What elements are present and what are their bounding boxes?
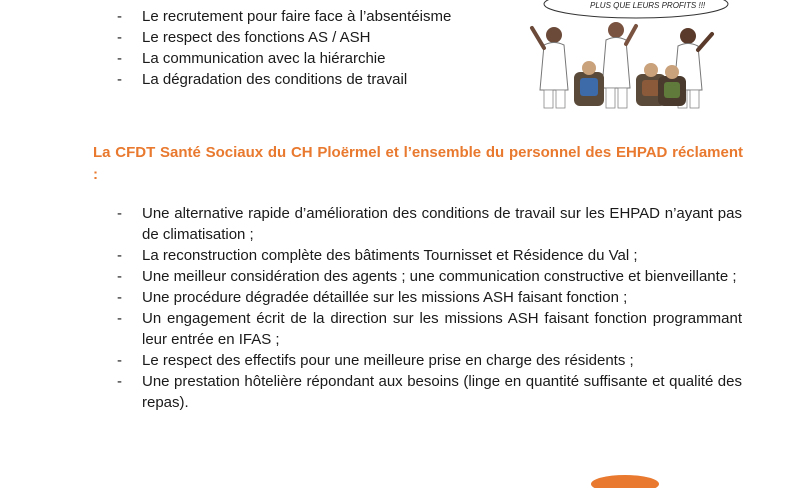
list-item xyxy=(117,203,742,245)
list-item xyxy=(117,69,502,90)
list-item xyxy=(117,245,742,266)
nurse-figure-center xyxy=(602,22,636,108)
list-item-text: Le recrutement pour faire face à l’absentéisme xyxy=(142,8,452,25)
list-item xyxy=(117,287,742,308)
orange-decorative-shape xyxy=(590,472,660,488)
nurse-figure-left xyxy=(532,27,568,108)
claims-heading: La CFDT Santé Sociaux du CH Ploërmel et l’ensemble du personnel des EHPAD réclament : xyxy=(93,144,743,183)
list-item-text: Une procédure dégradée détaillée sur les missions ASH faisant fonction ; xyxy=(142,289,628,306)
list-item-text: La dégradation des conditions de travail xyxy=(142,71,408,88)
issues-list xyxy=(117,6,502,90)
cartoon-figures xyxy=(532,22,712,108)
list-item-text: Une alternative rapide d’amélioration des conditions de travail sur les EHPAD n’ayant pas de climatisation ; xyxy=(142,205,742,243)
speech-bubble-text: PLUS QUE LEURS PROFITS !!! xyxy=(590,1,706,10)
bullet-dash: - xyxy=(117,71,122,88)
list-item xyxy=(117,350,742,371)
list-item xyxy=(117,27,502,48)
bullet-dash: - xyxy=(117,29,122,46)
bullet-dash: - xyxy=(117,247,122,264)
list-item xyxy=(117,371,742,413)
list-item xyxy=(117,6,502,27)
bullet-dash: - xyxy=(117,205,122,222)
bullet-dash: - xyxy=(117,310,122,327)
list-item xyxy=(117,266,742,287)
bullet-dash: - xyxy=(117,268,122,285)
bullet-dash: - xyxy=(117,352,122,369)
protest-cartoon-illustration xyxy=(518,0,740,110)
demands-list xyxy=(117,203,742,413)
bullet-dash: - xyxy=(117,50,122,67)
bullet-dash: - xyxy=(117,373,122,390)
seated-resident-left xyxy=(574,61,604,106)
list-item-text: Une meilleur considération des agents ; une communication constructive et bienveillante ; xyxy=(142,268,737,285)
list-item-text: Le respect des fonctions AS / ASH xyxy=(142,29,371,46)
bullet-dash: - xyxy=(117,8,122,25)
list-item xyxy=(117,308,742,350)
list-item-text: La reconstruction complète des bâtiments Tournisset et Résidence du Val ; xyxy=(142,247,638,264)
list-item-text: Une prestation hôtelière répondant aux besoins (linge en quantité suffisante et qualité des repas). xyxy=(142,373,742,411)
list-item-text: La communication avec la hiérarchie xyxy=(142,50,386,67)
list-item-text: Un engagement écrit de la direction sur les missions ASH faisant fonction programmant leur entrée en IFAS ; xyxy=(142,310,742,348)
list-item-text: Le respect des effectifs pour une meilleure prise en charge des résidents ; xyxy=(142,352,634,369)
list-item xyxy=(117,48,502,69)
bullet-dash: - xyxy=(117,289,122,306)
